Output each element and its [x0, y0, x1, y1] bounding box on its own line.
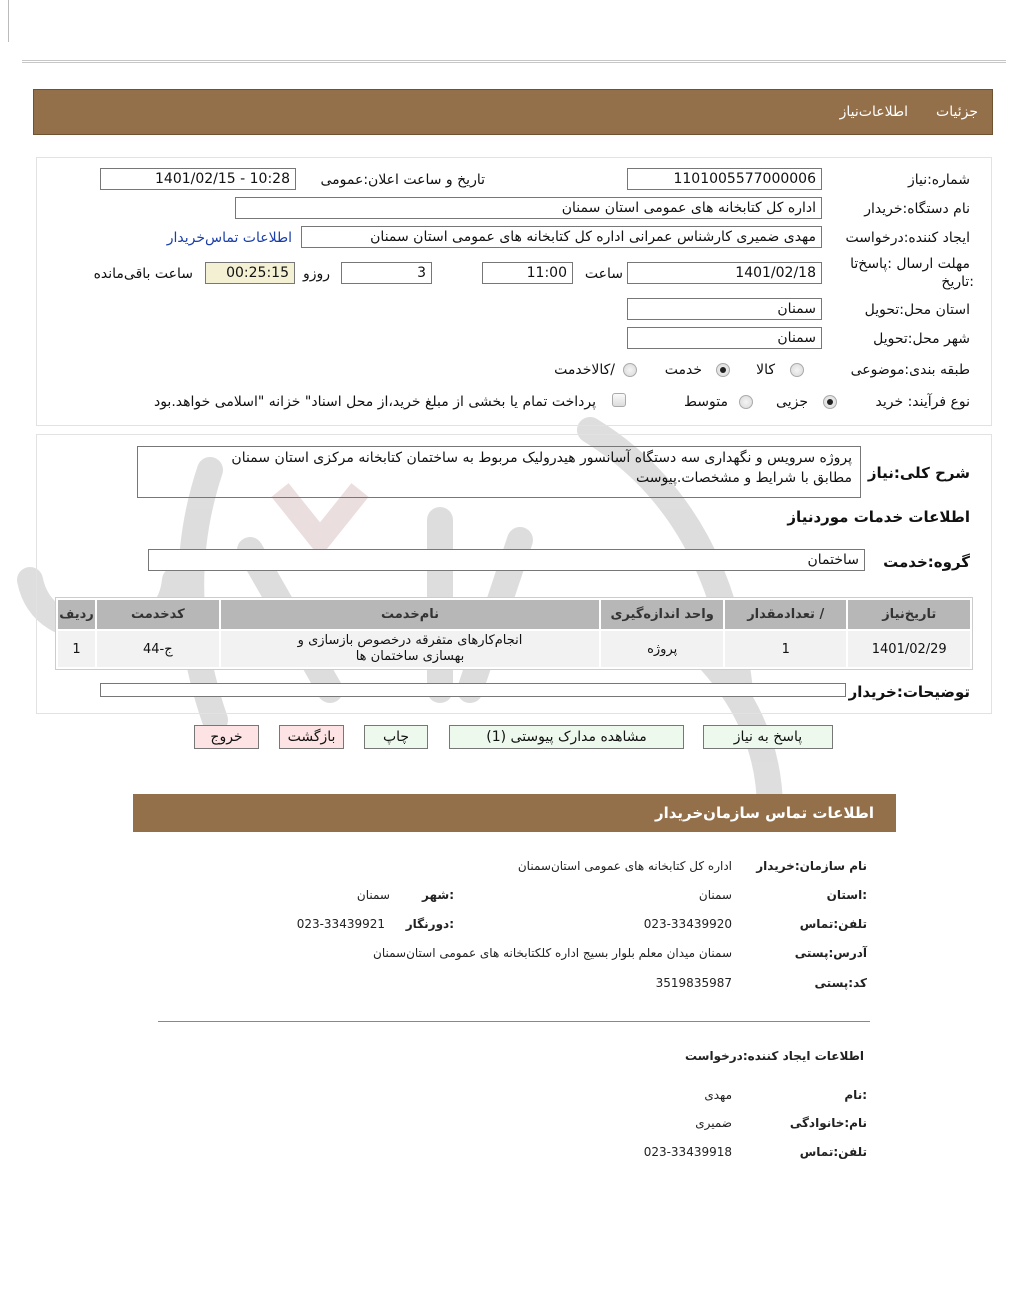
category-option-service: خدمت: [664, 362, 702, 378]
process-option-medium: متوسط: [684, 394, 728, 410]
contact-province-label: :استان: [826, 888, 867, 902]
exit-button[interactable]: خروج: [194, 725, 259, 749]
tab-need-info[interactable]: اطلاعات‌نیاز: [839, 104, 908, 120]
remaining-time-field: 00:25:15: [205, 262, 295, 284]
contact-province-value: سمنان: [698, 888, 732, 902]
remaining-label: ساعت باقی‌مانده: [93, 266, 193, 282]
col-need-date: تاریخ‌نیاز: [848, 600, 970, 629]
city-label: شهر محل:تحویل: [873, 331, 970, 347]
province-field: سمنان: [627, 298, 822, 320]
creator-label: ایجاد کننده:درخواست: [845, 230, 970, 246]
process-radio-minor[interactable]: [823, 395, 837, 409]
services-table: [55, 597, 973, 670]
category-option-goods-service: /کالاخدمت: [554, 362, 615, 378]
cell-unit: پروژه: [601, 631, 723, 667]
contact-fax-label: :دورنگار: [405, 917, 454, 931]
view-attachments-button[interactable]: مشاهده مدارک پیوستی (1): [449, 725, 684, 749]
top-divider: [22, 60, 1006, 63]
contact-phone-label: تلفن:تماس: [799, 917, 867, 931]
contact-address-label: آدرس:پستی: [794, 946, 867, 960]
service-name-line-1: انجام‌کارهای متفرقه درخصوص بازسازی و: [297, 633, 523, 648]
contact-fax-value: 023-33439921: [296, 917, 385, 931]
deadline-date-field: 1401/02/18: [627, 262, 822, 284]
services-title: اطلاعات خدمات موردنیاز: [787, 508, 970, 526]
deadline-time-field: 11:00: [482, 262, 573, 284]
col-row: ردیف: [58, 600, 95, 629]
contact-divider: [158, 1021, 870, 1022]
print-button[interactable]: چاپ: [364, 725, 428, 749]
contact-phone-value: 023-33439920: [643, 917, 732, 931]
process-option-minor: جزیی: [776, 394, 808, 410]
contact-postal-value: 3519835987: [655, 976, 732, 990]
description-line-2: مطابق با شرایط و مشخصات.پیوست: [636, 470, 852, 486]
buyer-contact-link[interactable]: اطلاعات تماس‌خریدار: [166, 230, 292, 246]
deadline-label-2: :تاریخ: [941, 274, 974, 290]
service-group-label: گروه:خدمت: [883, 553, 970, 571]
treasury-payment-checkbox[interactable]: [612, 393, 626, 407]
top-header-bar: [33, 89, 993, 135]
buyer-org-field: اداره کل کتابخانه های عمومی استان سمنان: [235, 197, 822, 219]
deadline-time-label: ساعت: [584, 266, 623, 282]
col-service-code: کدخدمت: [97, 600, 219, 629]
creator-last-name-label: نام:خانوادگی: [789, 1116, 867, 1130]
service-name-line-2: بهسازی ساختمان ها: [355, 649, 465, 664]
creator-phone-label: تلفن:تماس: [799, 1145, 867, 1159]
table-header-row: [58, 600, 970, 629]
creator-last-name-value: ضمیری: [695, 1116, 732, 1130]
category-label: طبقه بندی:موضوعی: [850, 362, 970, 378]
announce-date-field: 1401/02/15 - 10:28: [100, 168, 296, 190]
org-name-label: نام سازمان:خریدار: [756, 859, 867, 873]
cell-quantity: 1: [725, 631, 847, 667]
contact-address-value: سمنان میدان معلم بلوار بسیج اداره کلکتابخانه های عمومی استان‌سمنان: [373, 946, 732, 960]
need-number-field: 1101005577000006: [627, 168, 822, 190]
days-label: روزو: [302, 266, 330, 282]
creator-first-name-value: مهدی: [704, 1088, 732, 1102]
col-service-name: نام‌خدمت: [221, 600, 600, 629]
need-number-label: شماره:نیاز: [907, 172, 970, 188]
buyer-notes-label: توضیحات:خریدار: [848, 683, 970, 701]
process-radio-medium[interactable]: [739, 395, 753, 409]
cell-service-name: [221, 631, 600, 667]
reply-button[interactable]: پاسخ به نیاز: [703, 725, 833, 749]
province-label: استان محل:تحویل: [864, 302, 970, 318]
col-unit: واحد اندازه‌گیری: [601, 600, 723, 629]
announce-label: تاریخ و ساعت اعلان:عمومی: [320, 172, 485, 188]
creator-first-name-label: :نام: [844, 1088, 867, 1102]
service-group-field: ساختمان: [148, 549, 865, 571]
buyer-org-label: نام دستگاه:خریدار: [864, 201, 970, 217]
contact-city-label: :شهر: [422, 888, 454, 902]
org-name-value: اداره کل کتابخانه های عمومی استان‌سمنان: [517, 859, 732, 873]
buyer-contact-header: [133, 794, 896, 832]
contact-postal-label: کد:پستی: [814, 976, 867, 990]
contact-city-value: سمنان: [356, 888, 390, 902]
table-row: [58, 631, 970, 667]
category-radio-goods[interactable]: [790, 363, 804, 377]
treasury-payment-note: پرداخت تمام یا بخشی از مبلغ خرید،از محل اسناد" خزانه "اسلامی خواهد.بود: [153, 394, 596, 410]
process-label: نوع فرآیند: خرید: [875, 394, 970, 410]
description-box: [137, 446, 861, 498]
category-option-goods: کالا: [756, 362, 775, 378]
buyer-notes-field: [100, 683, 846, 697]
buyer-contact-title: اطلاعات تماس سازمان‌خریدار: [654, 804, 874, 822]
cell-service-code: ج-44: [97, 631, 219, 667]
category-radio-service[interactable]: [716, 363, 730, 377]
deadline-label-1: مهلت ارسال :پاسخ‌تا: [850, 256, 970, 272]
city-field: سمنان: [627, 327, 822, 349]
creator-info-title: اطلاعات ایجاد کننده:درخواست: [684, 1049, 864, 1063]
description-line-1: پروژه سرویس و نگهداری سه دستگاه آسانسور هیدرولیک مربوط به ساختمان کتابخانه مرکزی استان سمنان: [231, 450, 852, 466]
creator-phone-value: 023-33439918: [643, 1145, 732, 1159]
col-quantity: / تعدادمقدار: [725, 600, 847, 629]
left-border-line: [8, 0, 9, 42]
days-remaining-field: 3: [341, 262, 432, 284]
cell-need-date: 1401/02/29: [848, 631, 970, 667]
tab-details[interactable]: جزئیات: [936, 104, 978, 120]
back-button[interactable]: بازگشت: [279, 725, 344, 749]
description-label: شرح کلی:نیاز: [867, 464, 970, 482]
cell-row: 1: [58, 631, 95, 667]
category-radio-goods-service[interactable]: [623, 363, 637, 377]
creator-field: مهدی ضمیری کارشناس عمرانی اداره کل کتابخانه های عمومی استان سمنان: [301, 226, 822, 248]
